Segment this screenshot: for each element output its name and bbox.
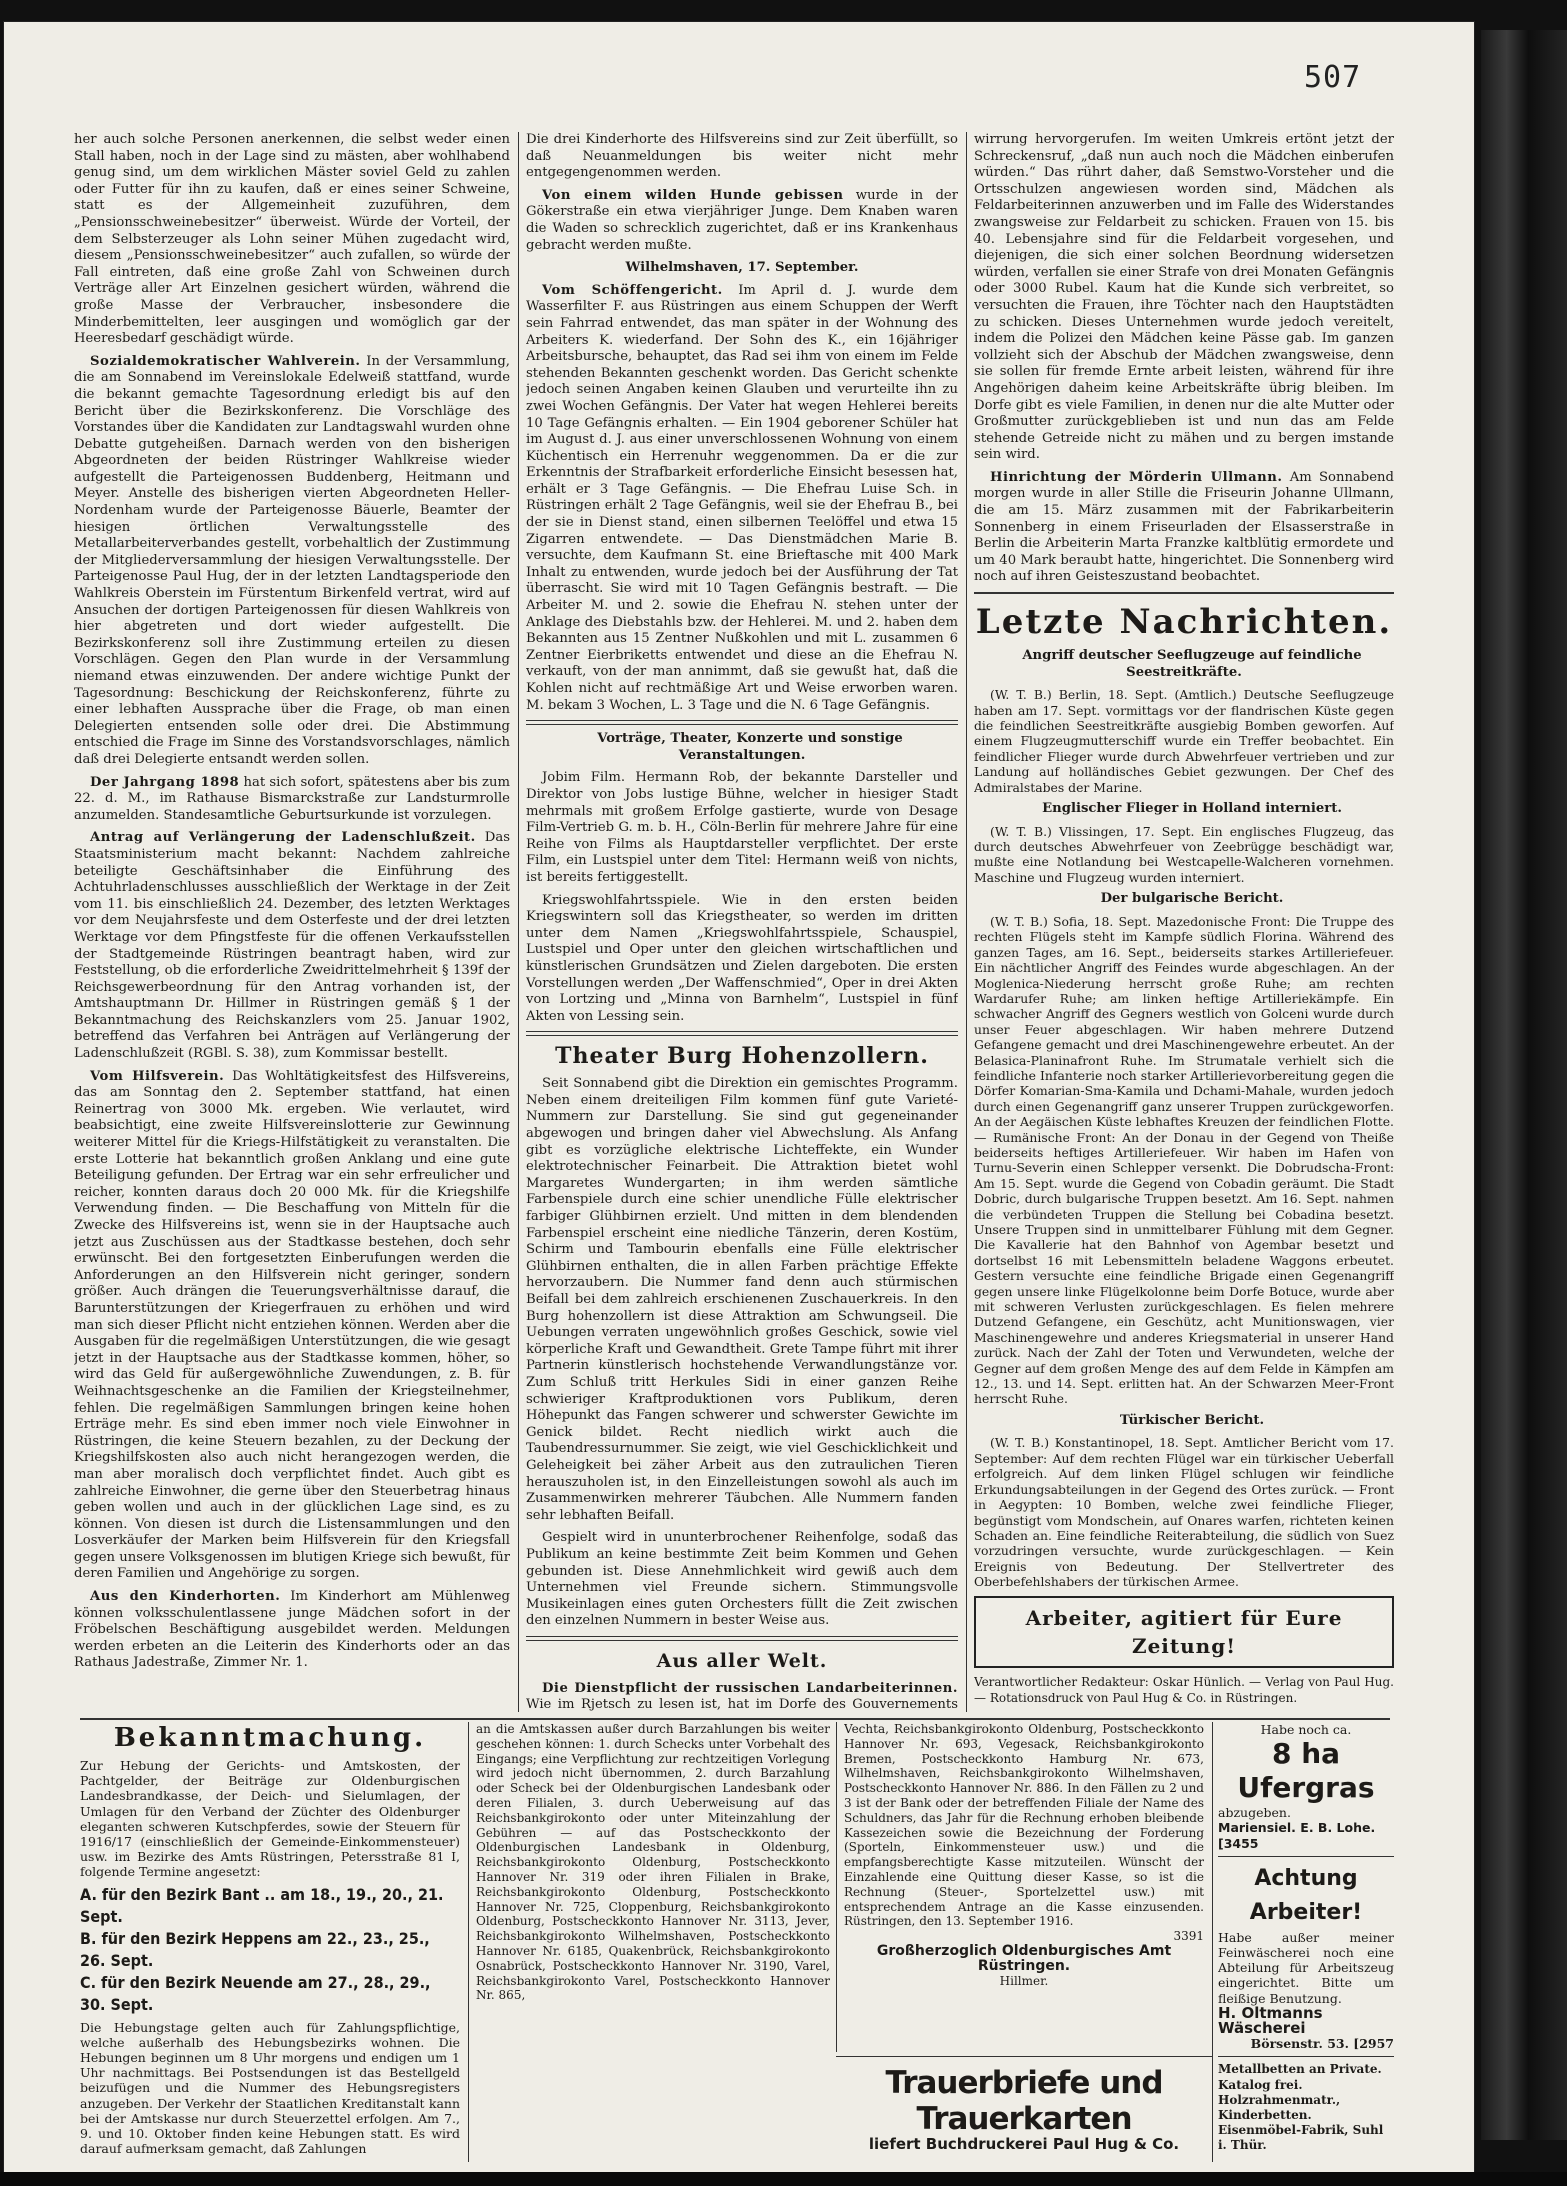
ad-rule — [836, 1722, 837, 2052]
newspaper-page — [4, 22, 1474, 2172]
bekanntmachung-text-2: Die Hebungstage gelten auch für Zahlungspflichtige, welche außerhalb des Hebungsbezirks wohnen. Die Hebungen beginnen um 8 Uhr morgens und endigen um 1 Uhr nachmittags. Bei Postsendungen ist das Bestellgeld beizufügen und die Nummer des Hebungsregisters anzugeben. Der Verkehr der Staatlichen Kreditanstalt kann bei der Amtskasse nur durch Steuerzettel erfolgen. Am 7., 9. und 10. Oktober finden keine Hebungen statt. Es wird darauf aufmerksam gemacht, daß Zahlungen — [80, 2019, 460, 2157]
divider — [974, 592, 1394, 594]
trauer-title: Trauerbriefe und Trauerkarten — [885, 2065, 1163, 2137]
letzte-nachrichten-heading: Letzte Nachrichten. — [975, 602, 1393, 643]
article-hinrichtung: Hinrichtung der Mörderin Ullmann. Am Sonnabend morgen wurde in aller Stille die Friseurin Johanne Ullmann, die am 15. März zusammen mit der Fabrikarbeiterin Sonnenberg in einem Friseurladen der Elsasserstraße in Berlin die Arbeiterin Marta Franzke kaltblütig ermordete und um 40 Mark beraubt hatte, hingerichtet. Die Sonnenberg wird noch auf ihren Geisteszustand beobachtet. — [974, 469, 1394, 585]
article-theater-2: Gespielt wird in ununterbrochener Reihenfolge, sodaß das Publikum an keine bestimmte Zeit beim Kommen und Gehen gebunden ist. Diese Annehmlichkeit wird gewiß auch dem Unternehmen viel Freunde sichern. Stimmungsvolle Musikeinlagen eines guten Orchesters füllt die Zeit zwischen den einzelnen Nummern in bester Weise aus. — [526, 1530, 958, 1629]
article-kriegswohlfahrtsspiele: Kriegswohlfahrtsspiele. Wie in den ersten beiden Kriegswintern soll das Kriegstheater, so werden im dritten unter dem Namen „Kriegswohlfahrtsspiele, Schauspiel, Lustspiel und Oper unter den gleichen wirtschaftlichen und künstlerischen Grundsätzen und Zielen dargeboten. Die ersten Vorstellungen werden „Der Waffenschmied“, Oper in drei Akten von Lortzing und „Minna von Barnhelm“, Lustspiel in fünf Akten von Lessing sein. — [526, 892, 958, 1024]
article-theater: Seit Sonnabend gibt die Direktion ein gemischtes Programm. Neben einem dreiteiligen Film kommen fünf gute Varieté-Nummern zur Darstellung. Sie sind gut gegeneinander abgewogen und bringen daher viel Abwechslung. Als Anfang gibt es vorzügliche elektrische Lichteffekte, ein Wunder elektrotechnischer Feinarbeit. Die Attraktion bietet wohl Margaretes Wundergarten; in ihm werden sämtliche Farbenspiele durch eine schier unendliche Fülle elektrischer farbiger Glühbirnen erzielt. Und mitten in dem blendenden Farbenspiel erscheint eine niedliche Tänzerin, deren Kostüm, Schirm und Tambourin ebenfalls eine Fülle elektrischer Glühbirnen enthalten, die in allen Farben prächtige Effekte hervorzaubern. Die Nummer fand denn auch stürmischen Beifall bei dem zahlreich erschienenen Zuschauerkreis. In den Burg hohenzollern ist diese Attraktion am Schwungseil. Die Uebungen verraten ungewöhnlich großes Geschick, sowie viel körperliche Kraft und Gewandtheit. Grete Tampe führt mit ihrer Partnerin künstlerisch hochstehende Verwandlungstänze vor. Zum Schluß tritt Herkules Sidi in einer ganzen Reihe schwieriger Kraftproduktionen vors Publikum, deren Höhepunkt das Fangen schwerer und schwerster Gewichte im Genick bildet. Recht niedlich wirkt auch die Taubendressurnummer. Sie zeigt, wie viel Geschicklichkeit und Geleheigkeit bei zäher Arbeit aus den zutraulichen Tieren herauszuholen ist, in den Einzelleistungen sowohl als auch im Zusammenwirken mehrerer Täubchen. Alle Nummern fanden sehr lebhaften Beifall. — [526, 1076, 958, 1523]
zahlungen-text: Vechta, Reichsbankgirokonto Oldenburg, Postscheckkonto Hannover Nr. 693, Vegesack, Reichsbankgirokonto Bremen, Postscheckkonto Hamburg Nr. 673, Wilhelmshaven, Reichsbankgirokonto Wilhelmshaven, Postscheckkonto Hannover Nr. 886. In den Fällen zu 2 und 3 ist der Bank oder der betreffenden Filiale der Name des Schuldners, das Jahr für die Rechnung erhoben bleibende Kassezeichen sowie die Bezeichnung der Forderung (Sporteln, Einkommensteuer usw.) und die empfangsberechtigte Kasse mitzuteilen. Wünscht der Einzahlende eine Quittung dieser Kasse, so ist die Rechnung (Steuer-, Sportelzettel usw.) mit entsprechendem Antrage an die Kasse einzusenden. Rüstringen, den 13. September 1916. — [844, 1722, 1204, 1929]
column-rule — [966, 132, 967, 1712]
achtung-text: Habe außer meiner Feinwäscherei noch eine Abteilung für Arbeitszeug eingerichtet. Bitte um fleißige Benutzung. — [1218, 1929, 1394, 2006]
bezirk-c: C. für den Bezirk Neuende am 27., 28., 29., 30. Sept. — [80, 1972, 431, 2014]
report-heading: Englischer Flieger in Holland interniert. — [1042, 801, 1342, 817]
divider — [526, 1031, 958, 1036]
article-jobim-film: Jobim Film. Hermann Rob, der bekannte Darsteller und Direktor von Jobs lustige Bühne, welcher in hiesiger Stadt mehrmals mit großem Erfolge gastierte, wurde von Desage Film-Vertrieb G. m. b. H., Cöln-Berlin für mehrere Jahre für eine Reihe von Films als Hauptdarsteller verpflichtet. Der erste Film, ein Lustspiel unter dem Titel: Hermann weiß von nichts, ist bereits fertiggestellt. — [526, 770, 958, 885]
column-2 — [526, 132, 958, 1712]
report-text: (W. T. B.) Berlin, 18. Sept. (Amtlich.) Deutsche Seeflugzeuge haben am 17. Sept. vormittags vor der flandrischen Küste gegen die feindlichen Seestreitkräfte ausgiebig Bomben geworfen. Auf einem Flugzeugmutterschiff wurde ein Treffer beobachtet. Ein feindlicher Flieger wurde durch Abwehrfeuer vertrieben und zur Landung auf holländisches Gebiet gezwungen. Der Chef des Admiralstabes der Marine. — [974, 687, 1394, 795]
ufergras-title: 8 ha Ufergras — [1237, 1737, 1375, 1805]
report-text: (W. T. B.) Vlissingen, 17. Sept. Ein englisches Flugzeug, das durch deutsches Abwehrfeuer von Zeebrügge beschädigt war, mußte eine Notlandung bei Westcapelle-Walcheren vornehmen. Maschine und Flugzeug wurden interniert. — [974, 823, 1394, 885]
section-heading-vortraege: Vorträge, Theater, Konzerte und sonstige Veranstaltungen. — [597, 731, 903, 763]
divider — [526, 1636, 958, 1641]
column-3 — [974, 132, 1394, 1712]
article-dienstpflicht-cont: wirrung hervorgerufen. Im weiten Umkreis ertönt jetzt der Schreckensruf, „daß nun auch noch die Mädchen einberufen würden.“ Das rührt daher, daß Semstwo-Vorsteher und die Ortsschulzen angewiesen worden sind, Mädchen als Feldarbeiterinnen anzuwerben und im Falle des Widerstandes zwangsweise zur Feldarbeit zu schicken. Frauen von 15. bis 40. Lebensjahre sind für die Feldarbeit vorgesehen, und diejenigen, die sich einer solchen Beordnung widersetzen würden, verfallen sie einer Strafe von drei Monaten Gefängnis oder 3000 Rubel. Kaum hat die Kunde sich verbreitet, so versuchten die Frauen, ihre Töchter nach den Hauptstädten zu schicken. Dieses Unternehmen wurde jedoch vereitelt, indem die Polizei den Mädchen keine Pässe gab. Im ganzen vollzieht sich der Abschub der Mädchen zwangsweise, denn sie sollen für fremde Ernte arbeit leisten, während für ihre Angehörigen daheim keine Arbeitskräfte übrig bleiben. Im Dorfe gibt es viele Familien, in denen nur die alte Mutter oder Großmutter zurückgeblieben ist und nun das am Felde stehende Getreide nicht zu mähen und zu bergen imstande sein wird. — [974, 132, 1394, 463]
ad-bekanntmachung — [80, 1722, 460, 2162]
achtung-title: Achtung Arbeiter! — [1249, 1865, 1363, 1925]
bekanntmachung-text: Zur Hebung der Gerichts- und Amtskosten, der Pachtgelder, der Beiträge zur Oldenburgischen Landesbrandkasse, der Deich- und Sielumlagen, der Umlagen für den Verband der Züchter des Oldenburger eleganten schweren Kutschpferdes, sowie der Steuern für 1916/17 (einschließlich der Gemeinde-Einkommensteuer) usw. im Bezirke des Amts Rüstringen, Petersstraße 81 I, folgende Termine angesetzt: — [80, 1758, 460, 1880]
ad-zahlungen: an die Amtskassen außer durch Barzahlungen bis weiter geschehen können: 1. durch Schecks unter Vorbehalt des Eingangs; eine Verpflichtung zur rechtzeitigen Vorlegung wird jedoch nicht übernommen, 2. durch Barzahlung oder Scheck bei der Oldenburgischen Landesbank oder deren Filialen, 3. durch Ueberweisung auf das Reichsbankgirokonto oder unter Miteinzahlung der Gebühren — auf das Postscheckkonto der Oldenburgischen Landesbank in Oldenburg, Reichsbankgirokonto Oldenburg, Postscheckkonto Hannover Nr. 319 oder ihren Filialen in Brake, Reichsbankgirokonto Oldenburg, Postscheckkonto Hannover Nr. 725, Cloppenburg, Reichsbankgirokonto Oldenburg, Postscheckkonto Hannover Nr. 3113, Jever, Reichsbankgirokonto Wilhelmshaven, Postscheckkonto Hannover Nr. 6185, Quakenbrück, Reichsbankgirokonto Osnabrück, Postscheckkonto Hannover Nr. 3190, Varel, Reichsbankgirokonto Varel, Postscheckkonto Hannover Nr. 865, — [476, 1722, 830, 2003]
ad-zahlungen-2 — [844, 1722, 1204, 2052]
article-kinderhorte: Die drei Kinderhorte des Hilfsvereins sind zur Zeit überfüllt, so daß Neuanmeldungen bis weiter nicht mehr entgegengenommen werden. — [526, 132, 958, 181]
dateline: Wilhelmshaven, 17. September. — [625, 260, 859, 276]
divider — [526, 720, 958, 725]
ad-number: 3391 — [1173, 1929, 1204, 1944]
ad-rule — [468, 1722, 469, 2162]
waescherei-address: Börsenstr. 53. [2957 — [1250, 2036, 1394, 2052]
trauer-sub: liefert Buchdruckerei Paul Hug & Co. — [868, 2135, 1180, 2153]
article-jahrgang: Der Jahrgang 1898 hat sich sofort, spätestens aber bis zum 22. d. M., im Rathause Bismarckstraße zur Landsturmrolle anzumelden. Standesamtliche Geburtsurkunde ist vorzulegen. — [74, 774, 510, 823]
article-hilfsverein: Vom Hilfsverein. Das Wohltätigkeitsfest des Hilfsvereins, das am Sonntag den 2. September stattfand, hat einen Reinertrag von 3000 Mk. ergeben. Wie verlautet, wird beabsichtigt, eine zweite Hilfsvereinslotterie zur Gewinnung weiterer Mittel für die Kriegs-Hilfstätigkeit zu veranstalten. Die erste Lotterie hat bekanntlich großen Anklang und eine gute Beteiligung gefunden. Der Ertrag war ein sehr erfreulicher und reicher, konnten daraus doch 20 000 Mk. für die Kriegshilfe Verwendung finden. — Die Beschaffung von Mitteln für die Zwecke des Hilfsvereins ist, wenn sie in der Hauptsache auch jetzt aus Zuschüssen aus der Stadtkasse bestehen, doch sehr erwünscht. Bei den fortgesetzten Einberufungen werden die Anforderungen an den Hilfsverein nicht geringer, sondern größer. Auch drängen die Teuerungsverhältnisse darauf, die Barunterstützungen der Kriegerfrauen zu erhöhen und wird man sich dieser Pflicht nicht entziehen können. Werden aber die Ausgaben für die regelmäßigen Unterstützungen, die wie gesagt jetzt in der Hauptsache aus der Stadtkasse kommen, höher, so wird das Geld für außergewöhnliche Zuwendungen, z. B. für Weihnachtsgeschenke an die Familien der Kriegsteilnehmer, fehlen. Die regelmäßigen Sammlungen bringen keine hohen Erträge mehr. Es sind eben immer noch viele Einwohner in Rüstringen, die keine Steuern bezahlen, zu der Deckung der Kriegshilfskosten also auch nicht herangezogen werden, die man aber moralisch doch verpflichtet findet. Auch gibt es zahlreiche Einwohner, die gerne über den Steuerbetrag hinaus geben wollen und auch in der glücklichen Lage sind, es zu können. Von diesen ist durch die Listensammlungen und den Losverkäufer der Marken beim Hilfsverein für den Kriegsfall gegen unsere Volksgenossen im blutigen Kriege sich bewußt, für deren Familien und Angehörige zu sorgen. — [74, 1068, 510, 1582]
article-ladenschluss: Antrag auf Verlängerung der Ladenschlußzeit. Das Staatsministerium macht bekannt: Nachdem zahlreiche beteiligte Geschäftsinhaber die Einführung des Achtuhrladenschlusses ausschließlich der Werktage in der Zeit vom 11. bis einschließlich 24. Dezember, des letzten Werktages vor dem Neujahrsfeste und dem Osterfeste und der drei letzten Werktage vor dem Pfingstfeste für die offenen Verkaufsstellen der Stadtgemeinde Rüstringen beantragt haben, wird zur Feststellung, ob die erforderliche Zweidrittelmehrheit § 139f der Reichsgewerbeordnung für den Antrag vorhanden ist, der Amtshauptmann Dr. Hillmer in Rüstringen gemäß § 1 der Bekanntmachung des Reichskanzlers vom 25. Januar 1902, betreffend das Verfahren bei Anträgen auf Verlängerung der Ladenschlußzeit (RGBl. S. 38), zum Kommissar bestellt. — [74, 830, 510, 1062]
ad-right-column — [1218, 1722, 1394, 2162]
bekanntmachung-title: Bekanntmachung. — [113, 1723, 427, 1753]
report-heading: Der bulgarische Bericht. — [1100, 891, 1284, 907]
article-schoeffengericht: Vom Schöffengericht. Im April d. J. wurde dem Wasserfilter F. aus Rüstringen aus einem Schuppen der Werft sein Fahrrad entwendet, das man später in der Wohnung des Arbeiters K. wiederfand. Der Sohn des K., ein 16jähriger Arbeitsbursche, behauptet, das Rad sei ihm von einem im Felde stehenden Bekannten geschenkt worden. Das Gericht schenkte jedoch seinen Angaben keinen Glauben und verurteilte ihn zu zwei Wochen Gefängnis. Der Vater hat wegen Hehlerei bereits 10 Tage Gefängnis erhalten. — Ein 1904 geborener Schüler hat im August d. J. aus einer unverschlossenen Wohnung von einem Küchentisch ein Herrenuhr weggenommen. Da er die zur Erkenntnis der Strafbarkeit erforderliche Einsicht besessen hat, erhält er 3 Tage Gefängnis. — Die Ehefrau Luise Sch. in Rüstringen erhält 2 Tage Gefängnis, weil sie der Ehefrau B., bei der sie in Dienst stand, einen silbernen Teelöffel und etwa 15 Zigarren entwendete. — Das Dienstmädchen Marie B. versuchte, dem Kaufmann St. eine Brieftasche mit 400 Mark Inhalt zu entwenden, wurde jedoch bei der Ausführung der Tat überrascht. Sie wird mit 10 Tagen Gefängnis bestraft. — Die Arbeiter M. und 2. sowie die Ehefrau N. stehen unter der Anklage des Diebstahls bzw. der Hehlerei. M. und 2. haben dem Bekannten aus 15 Zentner Nußkohlen und mit L. zusammen 6 Zentner Eierbriketts entwendet und diese an die Ehefrau N. verkauft, von der man annimmt, daß sie gewußt hat, daß die Kohlen nicht auf rechtmäßige Art und Weise erworben waren. M. bekam 3 Wochen, L. 3 Tage und die N. 6 Tage Gefängnis. — [526, 282, 958, 713]
article-kinderhorten: Aus den Kinderhorten. Im Kinderhort am Mühlenweg können volksschulentlassene junge Mädchen sofort in der Fröbelschen Beschäftigung ausgebildet werden. Meldungen werden erbeten an die Leiterin des Kinderhorts oder an das Rathaus Jadestraße, Zimmer Nr. 1. — [74, 1589, 510, 1671]
imprint: Verantwortlicher Redakteur: Oskar Hünlich. — Verlag von Paul Hug. — Rotationsdruck von Paul Hug & Co. in Rüstringen. — [974, 1674, 1394, 1706]
signatory: Hillmer. — [999, 1973, 1049, 1988]
amt-signature: Großherzoglich Oldenburgisches Amt Rüstringen. — [876, 1942, 1172, 1974]
article-dienstpflicht: Die Dienstpflicht der russischen Landarbeiterinnen. Wie im Rjetsch zu lesen ist, hat im Dorfe des Gouvernements — [526, 1680, 958, 1712]
ad-trauerbriefe — [836, 2056, 1212, 2157]
ufergras-seller: Mariensiel. E. B. Lohe. [3455 — [1218, 1820, 1376, 1851]
ad-rule — [1212, 1722, 1213, 2162]
arbeiter-banner: Arbeiter, agitiert für Eure Zeitung! — [974, 1596, 1394, 1668]
page-number: 507 — [1304, 60, 1362, 95]
ufergras-pre: Habe noch ca. — [1260, 1722, 1352, 1737]
bezirk-a: A. für den Bezirk Bant .. am 18., 19., 20., 21. Sept. — [80, 1884, 444, 1926]
aus-aller-welt-heading: Aus aller Welt. — [656, 1649, 828, 1672]
report-heading: Angriff deutscher Seeflugzeuge auf feindliche Seestreitkräfte. — [1022, 648, 1362, 680]
report-text: (W. T. B.) Konstantinopel, 18. Sept. Amtlicher Bericht vom 17. September: Auf dem rechten Flügel war ein türkischer Ueberfall erfolgreich. Auf dem linken Flügel schlugen wir feindliche Erkundungsabteilungen in der Gegend des Ortes zurück. — Front in Aegypten: 10 Bomben, welche zwei feindliche Flieger, begünstigt vom Mondschein, auf Onares warfen, richteten keinen Schaden an. Eine feindliche Reiterabteilung, die südlich von Suez vorzudringen versuchte, wurde zurückgeschlagen. — Kein Ereignis von Bedeutung. Der Stellvertreter des Oberbefehlshabers der türkischen Armee. — [974, 1435, 1394, 1590]
article-paragraph: her auch solche Personen anerkennen, die selbst weder einen Stall haben, noch in der Lage sind zu mästen, aber wohlhabend genug sind, um dem wirklichen Mäster soviel Geld zu zahlen oder Futter für ihn zu kaufen, daß er eines seiner Schweine, statt es der Allgemeinheit zuzuführen, dem „Pensionsschweinebesitzer“ überweist. Würde der Vorteil, der dem Selbsterzeuger als Lohn seiner Mühen zugedacht wird, diesem „Pensionsschweinebesitzer“ auch zufallen, so würde der Fall eintreten, daß eine große Zahl von Schweinen durch Verträge aller Art Einzelnen gesichert würden, während die große Masse der Verbraucher, insbesondere die Minderbemittelten, leer ausgingen und womöglich gar der Heeresbedarf geschädigt würde. — [74, 132, 510, 347]
scan-edge — [1481, 30, 1567, 2140]
scan-edge-bottom — [0, 2172, 1567, 2186]
metallbetten-ad: Metallbetten an Private. Katalog frei. Holzrahmenmatr., Kinderbetten. Eisenmöbel-Fabrik, Suhl i. Thür. — [1218, 2062, 1384, 2153]
ads-top-rule — [80, 1718, 1390, 1720]
report-heading: Türkischer Bericht. — [1119, 1412, 1265, 1428]
report-text: (W. T. B.) Sofia, 18. Sept. Mazedonische Front: Die Truppe des rechten Flügels steht im Kampfe südlich Florina. Während des ganzen Tages, am 16. Sept., beiderseits starkes Artilleriefeuer. Ein nächtlicher Angriff des Feindes wurde abgeschlagen. An der Moglenica-Niederung herrscht große Ruhe; am rechten Wardarufer Ruhe; am linken heftige Artilleriekämpfe. Ein schwacher Angriff des Gegners westlich von Golceni wurde durch unser Feuer abgeschlagen. Wir haben mehrere Dutzend Gefangene gemacht und drei Maschinengewehre erbeutet. An der Belasica-Planinafront Ruhe. Im Strumatale verhielt sich die feindliche Infanterie noch starker Artillerievorbereitung gegen die Dörfer Komarian-Sma-Kamila und Dchami-Mahale, wurden jedoch durch einen Gegenangriff ganz unserer Truppen zurückgeworfen. An der Aegäischen Küste lebhaftes Kreuzen der feindlichen Flotte. — Rumänische Front: An der Donau in der Gegend von Theiße beiderseits heftiges Artilleriefeuer. Wir haben im Hafen von Turnu-Severin einen Schlepper versenkt. Die Dobrudscha-Front: Am 15. Sept. wurde die Gegend von Cobadin geräumt. Die Stadt Dobric, durch bulgarische Truppen besetzt. Am 16. Sept. nahmen die verbündeten Truppen die Stellung bei Cobadina besetzt. Unsere Truppen sind in unmittelbarer Fühlung mit dem Gegner. Die Kavallerie hat den Bahnhof von Agembar besetzt und dortselbst 16 mit Lebensmitteln beladene Waggons erbeutet. Gestern versuchte eine feindliche Brigade einen Gegenangriff gegen unsere linke Flügelkolonne beim Dorfe Botuce, wurde aber mit schweren Verlusten zurückgeschlagen. Es fielen mehrere Dutzend Gefangene, ein Geschütz, acht Munitionswagen, vier Maschinengewehre und anderes Kriegsmaterial in unserer Hand zurück. Nach der Zahl der Toten und Verwundeten, welche der Gegner auf dem großen Menge des auf dem Felde in Kämpfen am 12., 13. und 14. Sept. erlitten hat. An der Schwarzen Meer-Front herrscht Ruhe. — [974, 913, 1394, 1407]
waescherei-name: H. Oltmanns Wäscherei — [1218, 2003, 1323, 2038]
article-wahlverein: Sozialdemokratischer Wahlverein. In der Versammlung, die am Sonnabend im Vereinslokale Edelweiß stattfand, wurde die bekannt gemachte Tagesordnung erledigt bis auf den Bericht über die Bezirkskonferenz. Die Vorschläge des Vorstandes über die Kandidaten zur Landtagswahl wurden ohne Debatte gutgeheißen. Darnach werden von den bisherigen Abgeordneten der beiden Rüstringer Wahlkreise wieder aufgestellt die Parteigenossen Buddenberg, Heitmann und Meyer. Anstelle des bisherigen vierten Abgeordneten Heller-Nordenham wurde der Parteigenosse Bäuerle, Beamter der hiesigen örtlichen Verwaltungsstelle des Metallarbeiterverbandes gestellt, vorbehaltlich der Zustimmung der Mitgliederversammlung der hiesigen Verwaltungsstelle. Der Parteigenosse Paul Hug, der in der letzten Landtagsperiode den Wahlkreis Oberstein im Fürstentum Birkenfeld vertrat, wird auf Ansuchen der dortigen Parteigenossen für diesen Wahlkreis von hier abgetreten und dort wieder aufgestellt. Die Bezirkskonferenz soll ihre Zustimmung erteilen zu diesen Vorschlägen. Gegen den Plan wurde in der Versammlung niemand etwas einzuwenden. Der andere wichtige Punkt der Tagesordnung: Beschickung der Reichskonferenz, führte zu einer lebhaften Aussprache über die Frage, ob man einen Delegierten entsenden solle oder drei. Die Abstimmung entschied die Frage im Sinne des Vorstandsvorschlages, nämlich daß drei Delegierte entsandt werden sollen. — [74, 353, 510, 767]
bezirk-b: B. für den Bezirk Heppens am 22., 23., 25., 26. Sept. — [80, 1928, 430, 1970]
ufergras-text: abzugeben. — [1218, 1805, 1291, 1821]
column-rule — [518, 132, 519, 1712]
theater-heading: Theater Burg Hohenzollern. — [555, 1043, 929, 1070]
column-1 — [74, 132, 510, 1712]
article-hund: Von einem wilden Hunde gebissen wurde in der Gökerstraße ein etwa vierjähriger Junge. Dem Knaben waren die Waden so schrecklich zugerichtet, daß er ins Krankenhaus gebracht werden mußte. — [526, 187, 958, 253]
